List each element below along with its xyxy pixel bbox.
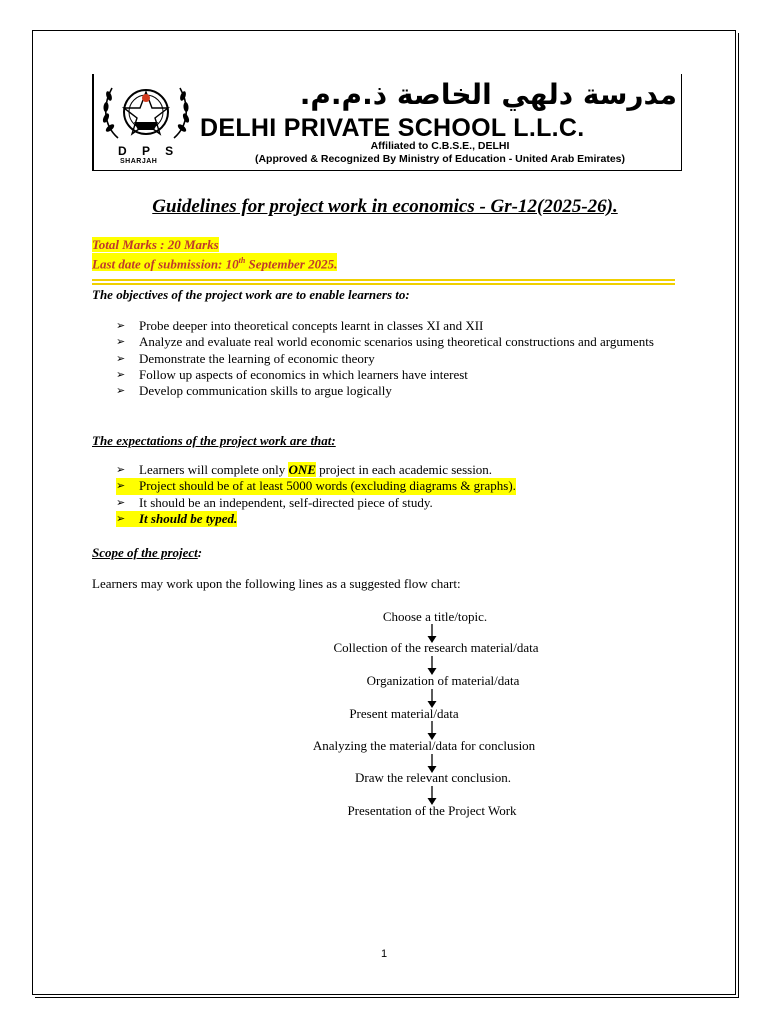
arrow-bullet-icon: ➢ [116,335,126,349]
flow-chart-intro: Learners may work upon the following lines as a suggested flow chart: [92,576,461,591]
list-item [116,462,676,478]
flow-step: Analyzing the material/data for conclusion [312,738,536,753]
expectation-text: Project should be of at least 5000 words (excluding diagrams & graphs). [139,478,516,494]
scope-heading-text: Scope of the project [92,545,198,560]
list-item [116,495,676,511]
list-item [116,318,676,334]
objective-text: Demonstrate the learning of economic theory [139,350,375,366]
flow-step: Presentation of the Project Work [347,803,517,818]
list-item [116,351,676,367]
submission-date-prefix: Last date of submission: 10 [92,256,239,272]
emphasis-one: ONE [288,462,316,477]
logo-abbreviation: D P S [118,144,180,158]
highlight-rule-bottom [92,283,675,285]
expectations-heading: The expectations of the project work are that: [92,433,336,448]
letterhead-right-rule [681,74,683,170]
school-letterhead [92,74,682,171]
arrow-bullet-icon: ➢ [116,351,126,365]
objective-text: Probe deeper into theoretical concepts learnt in classes XI and XII [139,318,484,333]
arrow-bullet-icon: ➢ [116,384,126,398]
school-name: DELHI PRIVATE SCHOOL L.L.C. [200,114,585,142]
arrow-bullet-icon: ➢ [116,463,126,476]
arrow-bullet-icon: ➢ [116,367,126,381]
expectation-text: It should be an independent, self-directed piece of study. [139,494,433,510]
scope-heading-colon: : [197,545,203,560]
highlighted-expectation [116,478,516,494]
highlight-rule-top [92,279,675,281]
arrow-bullet-icon: ➢ [116,511,126,525]
highlighted-expectation [116,511,237,527]
arrow-bullet-icon: ➢ [116,319,126,332]
expectation-text: Learners will complete only [139,462,289,477]
list-item [116,511,676,527]
flow-step: Collection of the research material/data [333,640,539,655]
flow-step: Choose a title/topic. [382,609,488,624]
flow-step: Present material/data [349,706,459,721]
submission-date [92,253,337,271]
expectation-text: It should be typed. [139,510,238,526]
list-item [116,383,676,399]
objective-text: Analyze and evaluate real world economic scenarios using theoretical constructions and arguments [139,334,654,350]
school-name-arabic: مدرسة دلهي الخاصة ذ.م.م. [299,78,677,111]
list-item [116,334,676,350]
arrow-bullet-icon: ➢ [116,495,126,509]
objectives-heading: The objectives of the project work are to enable learners to: [92,287,410,302]
affiliation-line: Affiliated to C.B.S.E., DELHI [370,140,510,152]
document-title: Guidelines for project work in economics - Gr-12(2025-26). [152,196,618,217]
flow-step: Draw the relevant conclusion. [355,770,511,785]
logo-location: SHARJAH [120,158,158,165]
expectation-text-end: project in each academic session. [315,462,493,477]
submission-date-suffix: September 2025. [245,256,338,272]
school-emblem-icon [98,78,194,146]
flow-step: Organization of material/data [366,673,520,688]
list-item [116,367,676,383]
objectives-list [116,318,676,399]
objective-text: Follow up aspects of economics in which learners have interest [139,366,468,382]
scope-heading [92,545,202,561]
expectations-list [116,462,676,527]
page-number: 1 [380,948,388,960]
approval-line: (Approved & Recognized By Ministry of Education - United Arab Emirates) [254,153,626,165]
total-marks: Total Marks : 20 Marks [92,237,219,252]
arrow-bullet-icon: ➢ [116,479,126,493]
letterhead-left-rule [92,74,94,170]
objective-text: Develop communication skills to argue logically [139,383,392,399]
submission-date-ordinal: th [238,256,246,265]
list-item [116,478,676,494]
